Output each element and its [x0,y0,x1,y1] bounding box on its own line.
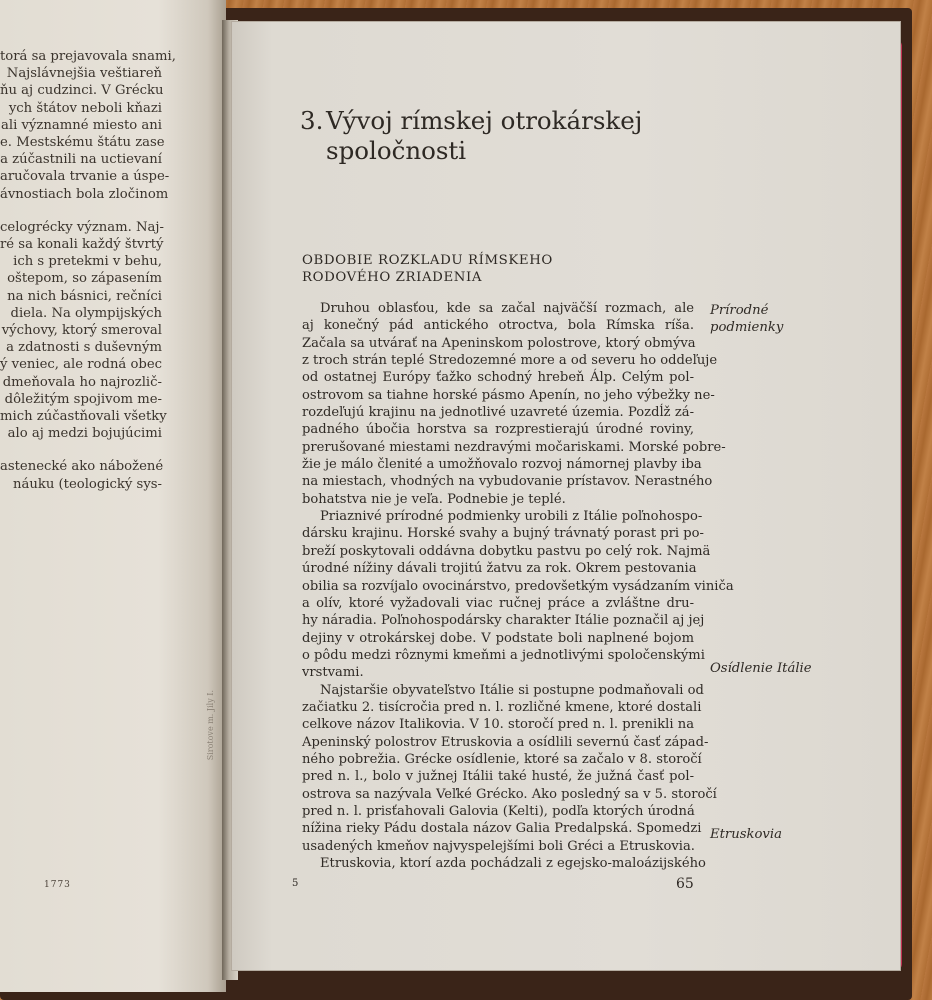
left-page-text [0,48,222,493]
body-text-line: ostrova sa nazývala Veľké Grécko. Ako posledný sa v 5. storočí [302,786,717,802]
body-text-line: Priaznivé prírodné podmienky urobili z Itálie poľnohospo- [320,509,703,525]
chapter-title-line1: Vývoj rímskej otrokárskej [326,106,643,135]
left-text-line: a zúčastnili na uctievaní [0,152,162,168]
body-text-line: hy náradia. Poľnohospodársky charakter Itálie poznačil aj jej [302,613,705,629]
side-note-settlement: Osídlenie Itálie [710,661,812,676]
chapter-title-line2: spoločnosti [326,136,467,165]
left-text-line: e. Mestskému štátu zase [0,135,165,151]
left-paragraph-gap [0,203,222,219]
left-text-line: mich zúčastňovali všetky [0,409,167,425]
left-text-line: dôležitým spojivom me- [4,391,162,407]
left-paragraph-gap [0,442,222,458]
left-text-line: náuku (teologický sys- [13,476,162,492]
left-page [0,0,226,992]
chapter-number: 3. [300,106,324,135]
left-text-line: ávnostiach bola zločinom [0,186,169,202]
body-text-line: pred n. l., bolo v južnej Itálii také husté, že južná časť pol- [302,769,694,785]
section-heading-line2: RODOVÉHO ZRIADENIA [302,270,483,285]
left-text-line: ali významné miesto ani [1,117,162,133]
body-text-line: rozdeľujú krajinu na jednotlivé uzavreté územia. Pozdĺž zá- [302,405,694,421]
body-text [302,300,734,872]
side-note-etruscans: Etruskovia [710,827,782,842]
body-text-line: pred n. l. prisťahovali Galovia (Kelti), podľa ktorých úrodná [302,803,695,819]
section-heading [302,252,722,286]
body-text-line: dársku krajinu. Horské svahy a bujný trávnatý porast pri po- [302,526,704,542]
left-text-line: dmeňovala ho najrozlič- [2,374,162,390]
left-text-line: ý veniec, ale rodná obec [0,357,163,373]
body-text-line: žie je málo členité a umožňovalo rozvoj námornej plavby iba [302,457,702,473]
left-text-line: výchovy, ktorý smeroval [1,323,162,339]
left-text-line: diela. Na olympijských [10,305,162,321]
left-text-line: oštepom, so zápasením [7,271,162,287]
body-text-line: obilia sa rozvíjalo ovocinárstvo, predovšetkým vysádzaním viniča [302,578,734,594]
body-text-line: celkove názov Italikovia. V 10. storočí pred n. l. prenikli na [302,717,694,733]
left-text-line: ré sa konali každý štvrtý [0,237,164,253]
body-text-line: dejiny v otrokárskej dobe. V podstate boli naplnené bojom [302,630,694,646]
body-text-line: ného pobrežia. Grécke osídlenie, ktoré sa začalo v 8. storočí [302,751,702,767]
body-text-line: o pôdu medzi rôznymi kmeňmi a jednotlivými spoločenskými [302,647,705,663]
body-text-line: padného úbočia horstva sa rozprestierajú úrodné roviny, [302,422,694,438]
body-text-line: nížina rieky Pádu dostala názov Galia Predalpská. Spomedzi [302,821,702,837]
left-text-line: alo aj medzi bojujúcimi [7,426,162,442]
body-text-line: ostrovom sa tiahne horské pásmo Apenín, no jeho výbežky ne- [302,387,715,403]
left-text-line: ych štátov neboli kňazi [8,100,162,116]
body-text-line: bohatstva nie je veľa. Podnebie je teplé. [302,491,566,507]
left-text-line: astenecké ako nábožené [0,459,164,475]
left-text-line: na nich básnici, rečníci [7,288,162,304]
body-text-line: Najstaršie obyvateľstvo Itálie si postupne podmaňovali od [320,682,704,698]
body-text-line: Apeninský polostrov Etruskovia a osídlili severnú časť západ- [302,734,709,750]
page-number: 65 [676,876,694,892]
body-text-line: Druhou oblasťou, kde sa začal najväčší rozmach, ale [320,301,694,316]
body-text-line: od ostatnej Európy ťažko schodný hrebeň Álp. Celým pol- [302,370,694,386]
signature-mark: 5 [292,878,299,889]
body-text-line: z troch strán teplé Stredozemné more a od severu ho oddeľuje [302,353,718,369]
body-text-line: na miestach, vhodných na vybudovanie prístavov. Nerastného [302,474,713,490]
body-text-line: prerušované miestami nezdravými močariskami. Morské pobre- [302,439,726,455]
chapter-title [300,106,740,166]
body-text-line: začiatku 2. tisícročia pred n. l. rozličné kmene, ktoré dostali [302,699,702,715]
left-margin-note: Sirotove m. Jily I. [206,690,215,761]
side-note-natural-conditions-line1: Prírodné [710,303,769,318]
right-page [232,22,900,970]
left-text-line: a zdatnosti s duševným [6,340,162,356]
body-text-line: aj konečný pád antického otroctva, bola Rímska ríša. [302,318,694,334]
left-text-line: ich s pretekmi v behu, [13,254,162,270]
section-heading-line1: OBDOBIE ROZKLADU RÍMSKEHO [302,253,553,268]
body-text-line: a olív, ktoré vyžadovali viac ručnej práce a zvláštne dru- [302,595,694,611]
body-text-line: Začala sa utvárať na Apeninskom polostrove, ktorý obmýva [302,335,696,351]
left-text-line: torá sa prejavovala snami, [0,49,176,64]
body-text-line: Etruskovia, ktorí azda pochádzali z egejsko-maloázijského [320,856,706,871]
left-text-line: Najslávnejšia veštiareň [6,66,162,82]
body-text-line: breží poskytovali oddávna dobytku pastvu po celý rok. Najmä [302,543,711,559]
left-text-line: ňu aj cudzinci. V Grécku [0,83,164,99]
side-note-natural-conditions-line2: podmienky [710,320,784,335]
left-footer-mark: 1773 [44,880,71,890]
body-text-line: úrodné nížiny dávali trojitú žatvu za rok. Okrem pestovania [302,561,697,577]
left-text-line: aručovala trvanie a úspe- [0,169,170,185]
body-text-line: vrstvami. [302,665,364,681]
left-text-line: celogrécky význam. Naj- [0,219,164,235]
body-text-line: usadených kmeňov najvyspelejšími boli Gréci a Etruskovia. [302,838,695,854]
